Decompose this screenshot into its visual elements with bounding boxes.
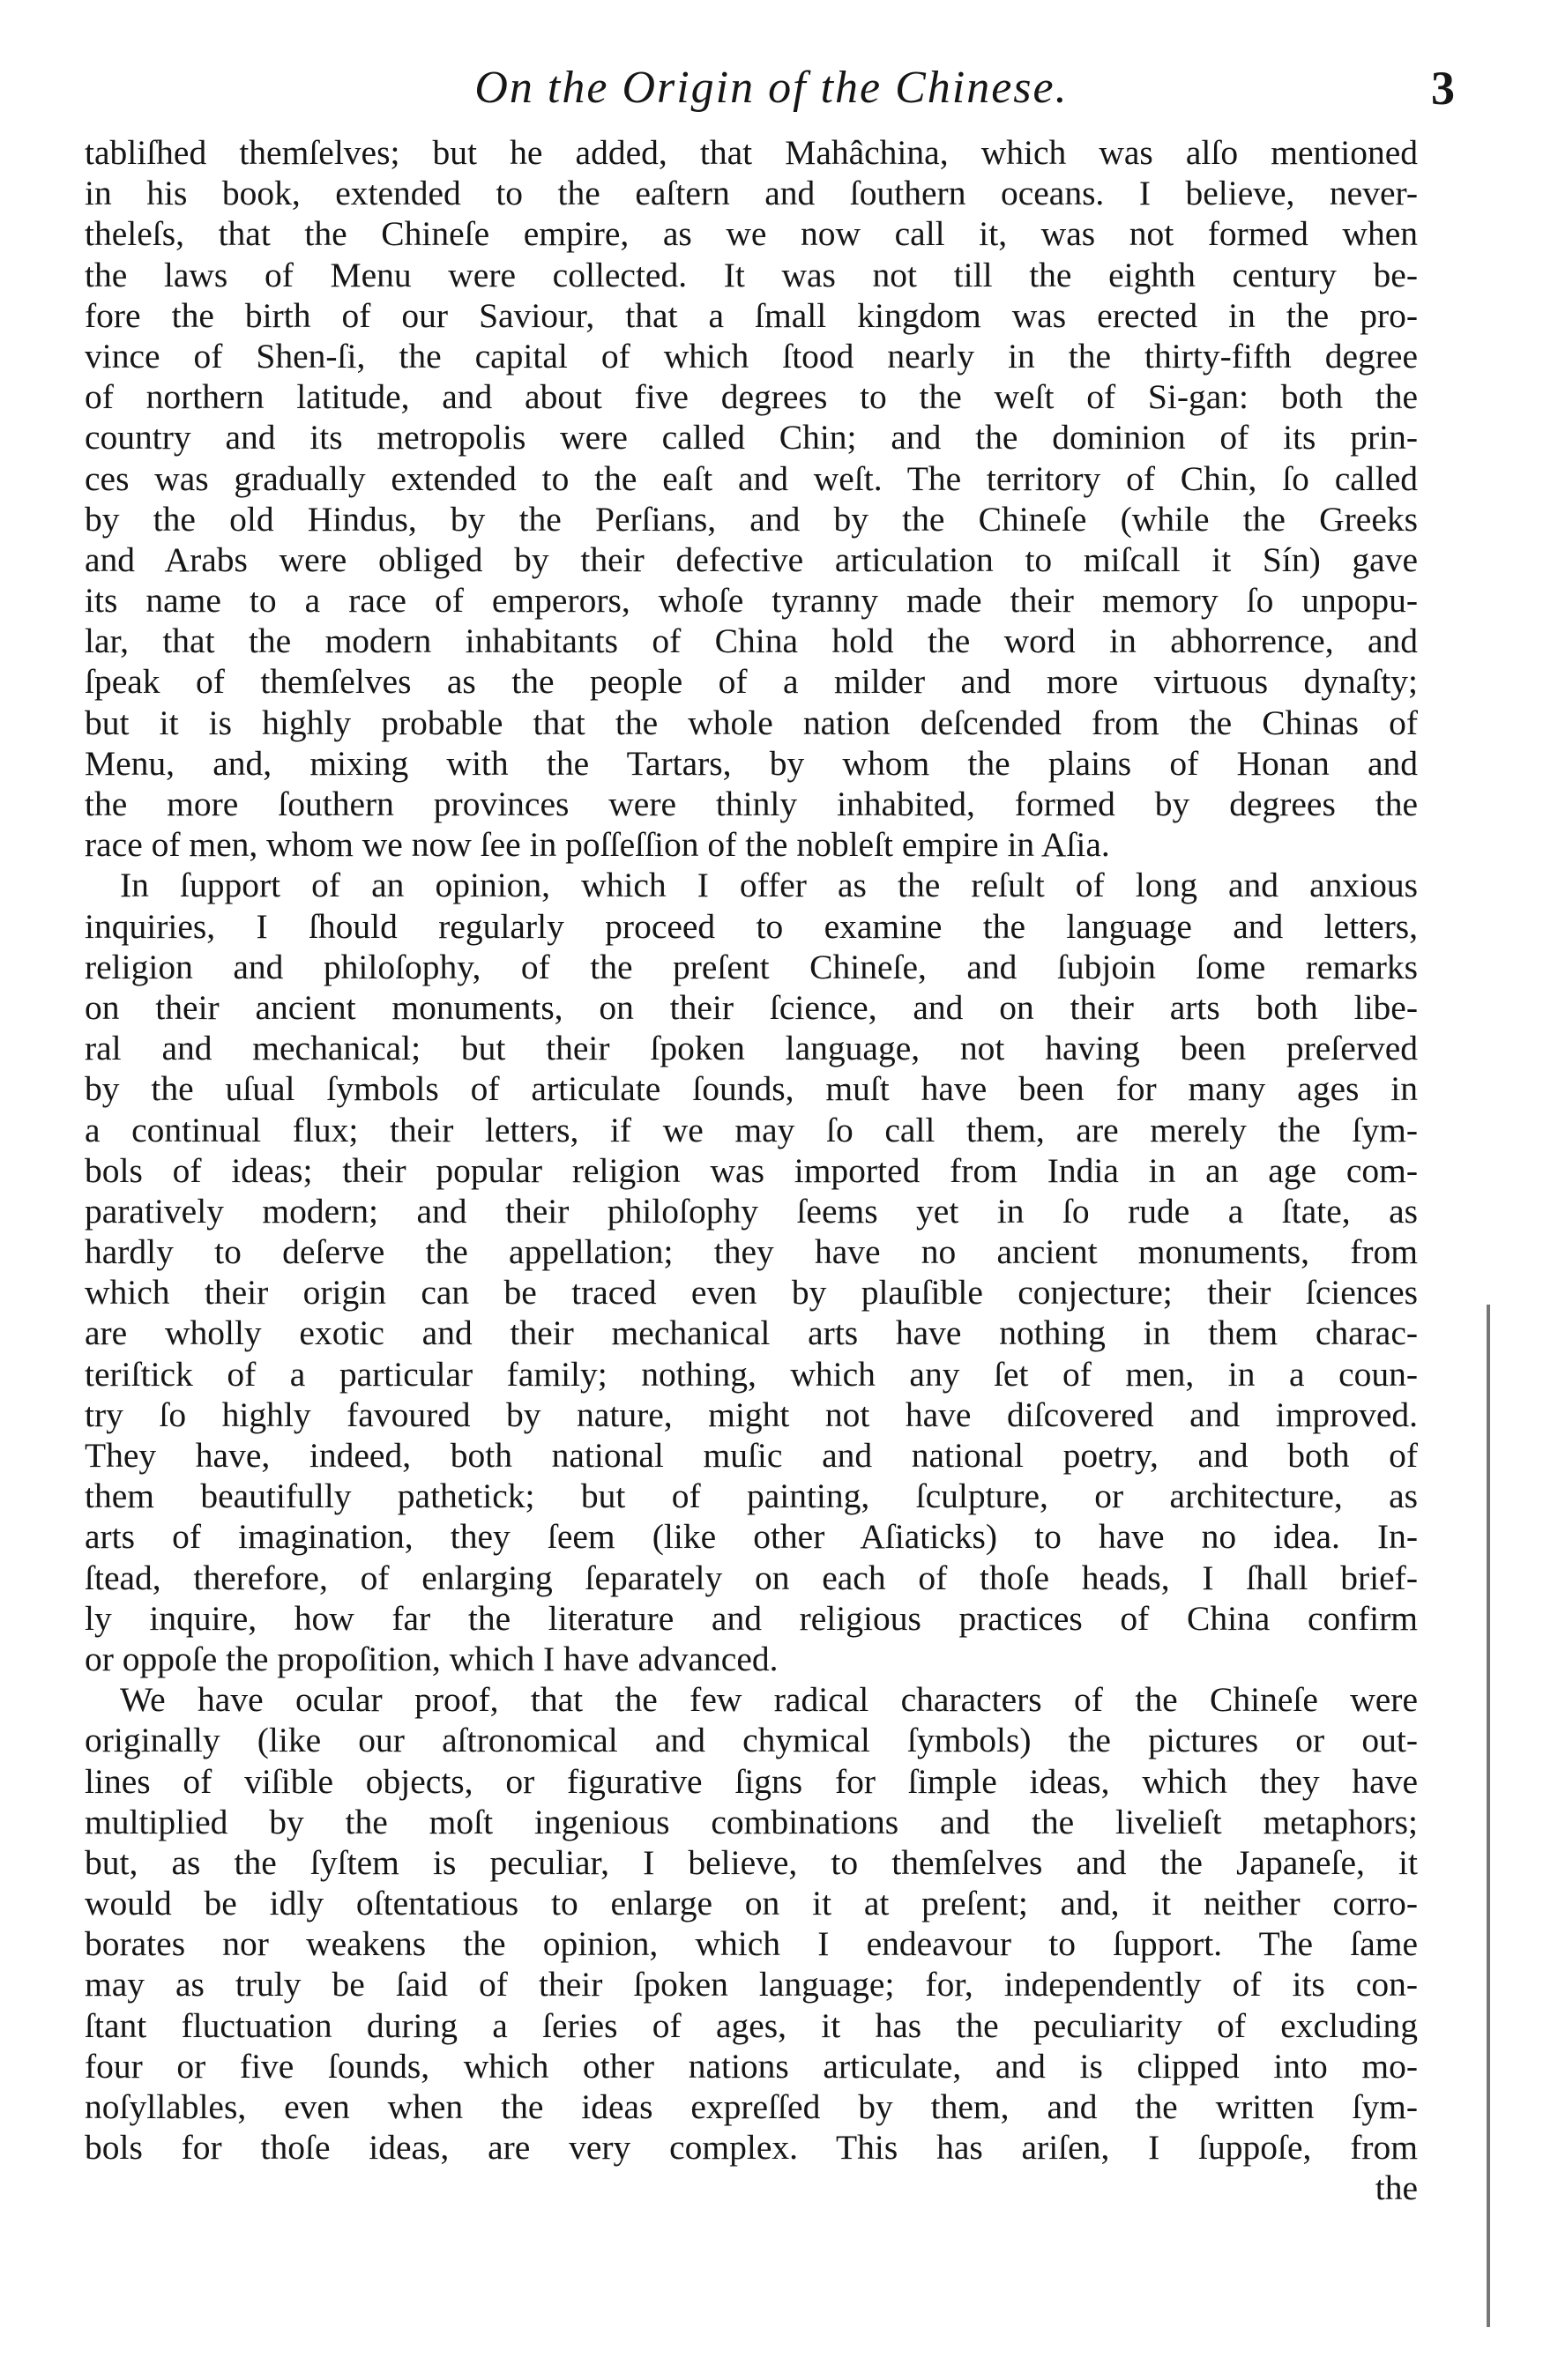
text-line: or oppoſe the propoſition, which I have advanced.: [85, 1639, 779, 1678]
text-line: arts of imagination, they ſeem (like other Aſiaticks) to have no idea. In-: [85, 1517, 1418, 1557]
text-line: They have, indeed, both national muſic and national poetry, and both of: [85, 1436, 1418, 1475]
text-line: originally (like our aſtronomical and chymical ſymbols) the pictures or out-: [85, 1721, 1418, 1760]
text-line: inquiries, I ſhould regularly proceed to examine the language and letters,: [85, 906, 1418, 946]
text-line: ſtant fluctuation during a ſeries of ages, it has the peculiarity of excluding: [85, 2005, 1418, 2045]
text-line: bols for thoſe ideas, are very complex. This has ariſen, I ſuppoſe, from: [85, 2128, 1418, 2168]
text-line: race of men, whom we now ſee in poſſeſſion of the nobleſt empire in Aſia.: [85, 825, 1110, 865]
text-line: Menu, and, mixing with the Tartars, by whom the plains of Honan and: [85, 743, 1418, 783]
running-header: [0, 53, 1543, 123]
text-line: borates nor weakens the opinion, which I endeavour to ſupport. The ſame: [85, 1924, 1418, 1964]
text-line: by the uſual ſymbols of articulate ſounds, muſt have been for many ages in: [85, 1069, 1418, 1109]
text-line: the laws of Menu were collected. It was not till the eighth century be-: [85, 255, 1418, 294]
text-line: would be idly oſtentatious to enlarge on it at preſent; and, it neither corro-: [85, 1884, 1418, 1923]
text-line: ral and mechanical; but their ſpoken language, not having been preſerved: [85, 1029, 1418, 1068]
text-line: tabliſhed themſelves; but he added, that Mahâchina, which was alſo mentioned: [85, 133, 1418, 172]
text-line: ces was gradually extended to the eaſt and weſt. The territory of Chin, ſo called: [85, 458, 1418, 498]
text-line: paratively modern; and their philoſophy ſeems yet in ſo rude a ſtate, as: [85, 1191, 1418, 1231]
page-title: On the Origin of the Chinese.: [474, 63, 1069, 113]
text-line: a continual flux; their letters, if we may ſo call them, are merely the ſym-: [85, 1110, 1418, 1149]
text-line: on their ancient monuments, on their ſcience, and on their arts both libe-: [85, 987, 1418, 1027]
page-edge-shadow: [1487, 1305, 1490, 2327]
text-line: teriſtick of a particular family; nothing, which any ſet of men, in a coun-: [85, 1354, 1418, 1394]
text-line: which their origin can be traced even by plauſible conjecture; their ſciences: [85, 1273, 1418, 1313]
text-line: multiplied by the moſt ingenious combinations and the livelieſt metaphors;: [85, 1802, 1418, 1841]
catchword: the: [1375, 2168, 1418, 2208]
text-line: may as truly be ſaid of their ſpoken language; for, independently of its con-: [85, 1965, 1418, 2004]
text-line: lar, that the modern inhabitants of China hold the word in abhorrence, and: [85, 621, 1418, 661]
text-line: bols of ideas; their popular religion was imported from India in an age com-: [85, 1150, 1418, 1190]
text-line: by the old Hindus, by the Perſians, and by the Chineſe (while the Greeks: [85, 499, 1418, 539]
text-line: In ſupport of an opinion, which I offer as the reſult of long and anxious: [120, 866, 1418, 905]
text-line: religion and philoſophy, of the preſent Chineſe, and ſubjoin ſome remarks: [85, 947, 1418, 986]
text-line: try ſo highly favoured by nature, might not have diſcovered and improved.: [85, 1395, 1418, 1434]
text-line: hardly to deſerve the appellation; they have no ancient monuments, from: [85, 1232, 1418, 1272]
text-line: ſpeak of themſelves as the people of a milder and more virtuous dynaſty;: [85, 662, 1418, 702]
text-line: We have ocular proof, that the few radical characters of the Chineſe were: [120, 1680, 1418, 1720]
text-line: the more ſouthern provinces were thinly inhabited, formed by degrees the: [85, 785, 1418, 823]
text-line: but it is highly probable that the whole nation deſcended from the Chinas of: [85, 703, 1418, 742]
text-line: ſtead, therefore, of enlarging ſeparately on each of thoſe heads, I ſhall brief-: [85, 1558, 1418, 1597]
text-line: lines of viſible objects, or figurative ſigns for ſimple ideas, which they have: [85, 1761, 1418, 1801]
text-line: are wholly exotic and their mechanical arts have nothing in them charac-: [85, 1313, 1418, 1353]
text-line: country and its metropolis were called Chin; and the dominion of its prin-: [85, 418, 1418, 457]
text-line: in his book, extended to the eaſtern and ſouthern oceans. I believe, never-: [85, 174, 1418, 213]
text-line: of northern latitude, and about five degrees to the weſt of Si-gan: both the: [85, 377, 1418, 417]
text-line: noſyllables, even when the ideas expreſſed by them, and the written ſym-: [85, 2087, 1418, 2126]
text-line: ly inquire, how far the literature and religious practices of China confirm: [85, 1598, 1418, 1638]
text-line: its name to a race of emperors, whoſe tyranny made their memory ſo unpopu-: [85, 581, 1418, 621]
text-line: theleſs, that the Chineſe empire, as we now call it, was not formed when: [85, 214, 1418, 254]
body-text: [85, 132, 1418, 2209]
text-line: them beautifully pathetick; but of painting, ſculpture, or architecture, as: [85, 1476, 1418, 1516]
text-line: and Arabs were obliged by their defective articulation to miſcall it Sín) gave: [85, 539, 1418, 579]
text-line: fore the birth of our Saviour, that a ſmall kingdom was erected in the pro-: [85, 295, 1418, 335]
text-line: four or five ſounds, which other nations articulate, and is clipped into mo-: [85, 2046, 1418, 2086]
text-line: vince of Shen-ſi, the capital of which ſtood nearly in the thirty-fifth degree: [85, 336, 1418, 376]
text-line: but, as the ſyſtem is peculiar, I believe, to themſelves and the Japaneſe, it: [85, 1842, 1418, 1882]
page-number: 3: [1431, 62, 1455, 115]
